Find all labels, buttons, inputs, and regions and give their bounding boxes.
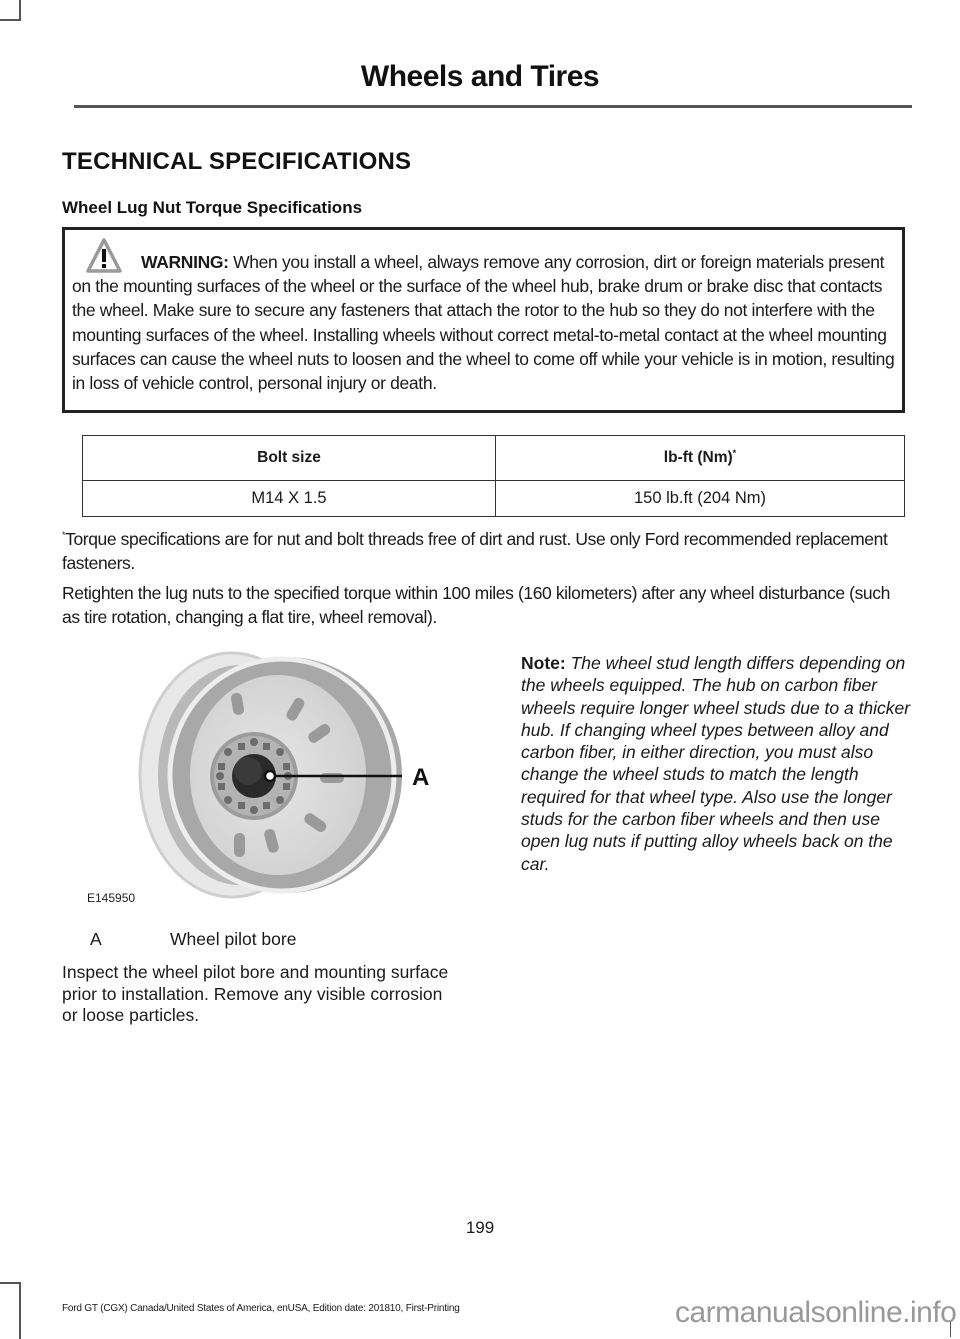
legend-label: Wheel pilot bore xyxy=(170,929,297,949)
header-divider xyxy=(74,105,912,108)
footnote-mark: * xyxy=(62,530,66,540)
warning-label: WARNING: xyxy=(141,252,229,272)
legend-key: A xyxy=(90,929,102,949)
note-text: The wheel stud length differs depending on the wheels equipped. The hub on carbon fiber wheels require longer wheel studs due to a thicker hub. If changing wheel types between alloy and carbon fiber, in either direction, you must also change the wheel studs to match the length required for that wheel type. Also use the longer studs for the carbon fiber wheels and then use open lug nuts if putting alloy wheels back on the car. xyxy=(521,653,911,874)
watermark: carmanualsonline.info xyxy=(675,1296,957,1329)
note-label: Note: xyxy=(521,653,566,673)
crop-mark-bottom-left xyxy=(0,1282,21,1339)
inspect-paragraph: Inspect the wheel pilot bore and mounting surface prior to installation. Remove any visible corrosion or loose particles. xyxy=(62,962,449,1025)
footnote-mark: * xyxy=(732,448,737,459)
warning-text: When you install a wheel, always remove any corrosion, dirt or foreign materials present on the mounting surfaces of the wheel or the surface of the wheel hub, brake drum or brake disc that contacts the wheel. Make sure to secure any fasteners that attach the rotor to the hub so they do not interfere with the mounting surfaces of the wheel. Installing wheels without correct metal-to-metal contact at the wheel mounting surfaces can cause the wheel nuts to loosen and the wheel to come off while your vehicle is in motion, resulting in loss of vehicle control, personal injury or death. xyxy=(72,252,895,394)
header-torque xyxy=(496,436,905,481)
crop-mark-top-left xyxy=(0,0,21,21)
page-number: 199 xyxy=(465,1218,495,1237)
wheel-figure xyxy=(82,645,462,910)
table-header-row xyxy=(83,436,905,481)
subheading: Wheel Lug Nut Torque Specifications xyxy=(62,198,363,217)
callout-label-a: A xyxy=(412,764,430,791)
header-bolt-size: Bolt size xyxy=(83,436,496,481)
edition-footer: Ford GT (CGX) Canada/United States of America, enUSA, Edition date: 201810, First-Printing xyxy=(62,1303,460,1314)
torque-footnote xyxy=(62,523,912,575)
page-heading: TECHNICAL SPECIFICATIONS xyxy=(62,148,412,175)
figure-code: E145950 xyxy=(87,891,136,905)
cell-torque: 150 lb.ft (204 Nm) xyxy=(496,481,905,517)
cell-bolt-size: M14 X 1.5 xyxy=(83,481,496,517)
header-torque-label: lb-ft (Nm) xyxy=(663,449,733,467)
section-title: Wheels and Tires xyxy=(360,60,600,93)
torque-spec-table xyxy=(82,435,905,517)
note-block xyxy=(521,652,916,875)
warning-triangle-icon xyxy=(86,238,138,274)
table-row xyxy=(83,481,905,517)
warning-box xyxy=(62,227,905,413)
footnote-text: Torque specifications are for nut and bolt threads free of dirt and rust. Use only Ford recommended replacement fasteners. xyxy=(62,528,888,573)
legend-item xyxy=(90,929,296,950)
retighten-paragraph: Retighten the lug nuts to the specified torque within 100 miles (160 kilometers) after any wheel disturbance (such as tire rotation, changing a flat tire, wheel removal). xyxy=(62,583,890,627)
